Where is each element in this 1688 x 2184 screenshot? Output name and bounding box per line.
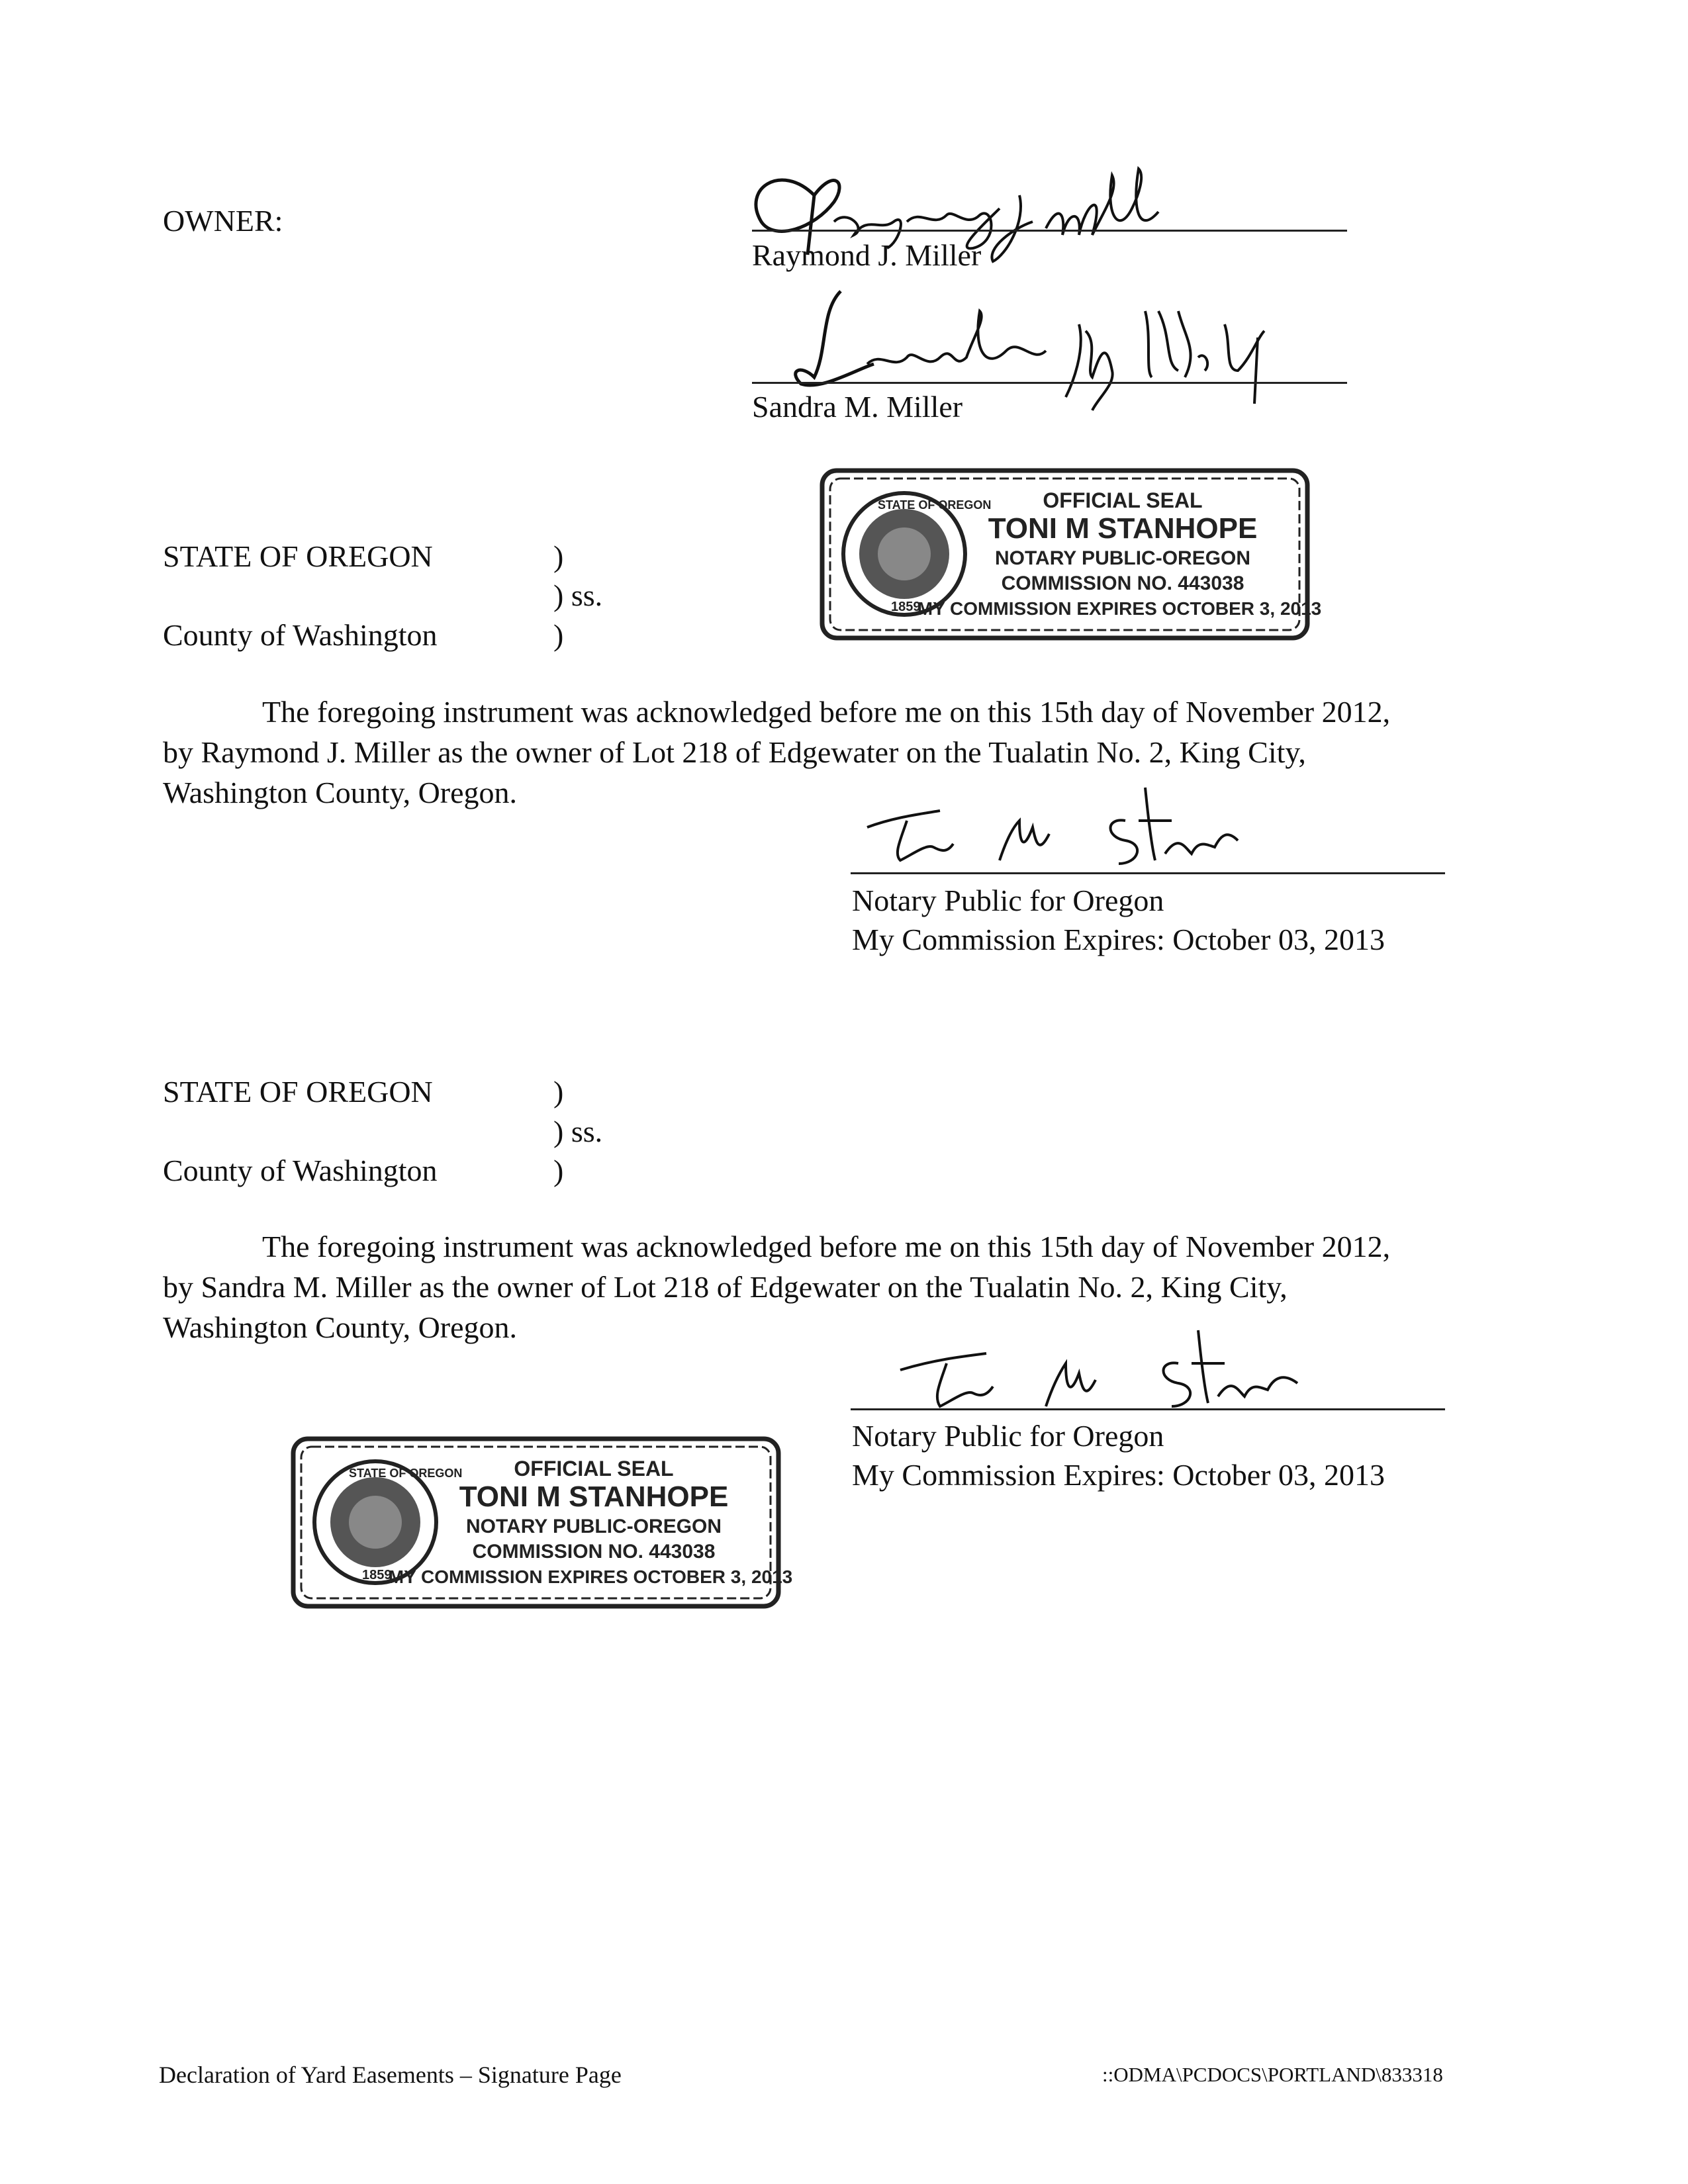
venue-county-2: County of Washington <box>163 1154 438 1187</box>
seal-notary-name: TONI M STANHOPE <box>988 512 1258 545</box>
seal-ring-year: 1859 <box>891 600 921 614</box>
signature-line-sandra <box>752 382 1347 384</box>
footer-document-title: Declaration of Yard Easements – Signature Page <box>159 2062 622 2088</box>
signer-name-sandra: Sandra M. Miller <box>752 390 963 424</box>
venue-ss-1: ) ss. <box>553 578 603 612</box>
venue-ss-2: ) ss. <box>553 1115 603 1148</box>
seal-expires: MY COMMISSION EXPIRES OCTOBER 3, 2013 <box>388 1567 793 1587</box>
ack1-line2: by Raymond J. Miller as the owner of Lot 218 of Edgewater on the Tualatin No. 2, King City, <box>163 735 1306 769</box>
seal-notary-name: TONI M STANHOPE <box>459 1480 729 1513</box>
venue-state-1: STATE OF OREGON <box>163 539 433 573</box>
notary-title-2: Notary Public for Oregon <box>852 1419 1164 1453</box>
notary-seal-top <box>818 467 1322 642</box>
owner-label: OWNER: <box>163 204 283 238</box>
ack2-line2: by Sandra M. Miller as the owner of Lot 218 of Edgewater on the Tualatin No. 2, King City, <box>163 1270 1288 1304</box>
seal-official-seal: OFFICIAL SEAL <box>1043 488 1203 512</box>
seal-ring-text: STATE OF OREGON <box>878 498 992 512</box>
seal-ring-text: STATE OF OREGON <box>349 1467 463 1480</box>
acknowledgment-paragraph-1 <box>163 692 1487 813</box>
ack1-line3: Washington County, Oregon. <box>163 776 518 809</box>
venue-paren-bottom-1: ) <box>553 618 564 652</box>
notary-seal-bottom <box>289 1435 793 1610</box>
notary-signature-1 <box>854 781 1264 880</box>
notary-expires-1: My Commission Expires: October 03, 2013 <box>852 923 1385 956</box>
seal-commission-no: COMMISSION NO. 443038 <box>1001 572 1244 594</box>
notary-signature-line-2 <box>851 1408 1445 1410</box>
ack2-line3: Washington County, Oregon. <box>163 1310 518 1344</box>
seal-notary-public: NOTARY PUBLIC-OREGON <box>465 1516 722 1537</box>
seal-expires: MY COMMISSION EXPIRES OCTOBER 3, 2013 <box>917 598 1322 619</box>
seal-official-seal: OFFICIAL SEAL <box>514 1457 674 1480</box>
ack1-line1: The foregoing instrument was acknowledged before me on this 15th day of November 2012, <box>262 695 1391 729</box>
venue-paren-top-2: ) <box>553 1075 564 1109</box>
signature-line-raymond <box>752 230 1347 232</box>
notary-expires-2: My Commission Expires: October 03, 2013 <box>852 1458 1385 1492</box>
seal-notary-public: NOTARY PUBLIC-OREGON <box>994 547 1251 569</box>
venue-paren-bottom-2: ) <box>553 1154 564 1187</box>
ack2-line1: The foregoing instrument was acknowledged before me on this 15th day of November 2012, <box>262 1230 1391 1263</box>
footer-document-path: ::ODMA\PCDOCS\PORTLAND\833318 <box>1102 2063 1443 2086</box>
venue-paren-top-1: ) <box>553 539 564 573</box>
venue-state-2: STATE OF OREGON <box>163 1075 433 1109</box>
venue-county-1: County of Washington <box>163 618 438 652</box>
notary-signature-line-1 <box>851 872 1445 874</box>
signer-name-raymond: Raymond J. Miller <box>752 238 982 272</box>
seal-commission-no: COMMISSION NO. 443038 <box>472 1541 716 1563</box>
seal-ring-year: 1859 <box>362 1568 392 1582</box>
notary-title-1: Notary Public for Oregon <box>852 884 1164 917</box>
